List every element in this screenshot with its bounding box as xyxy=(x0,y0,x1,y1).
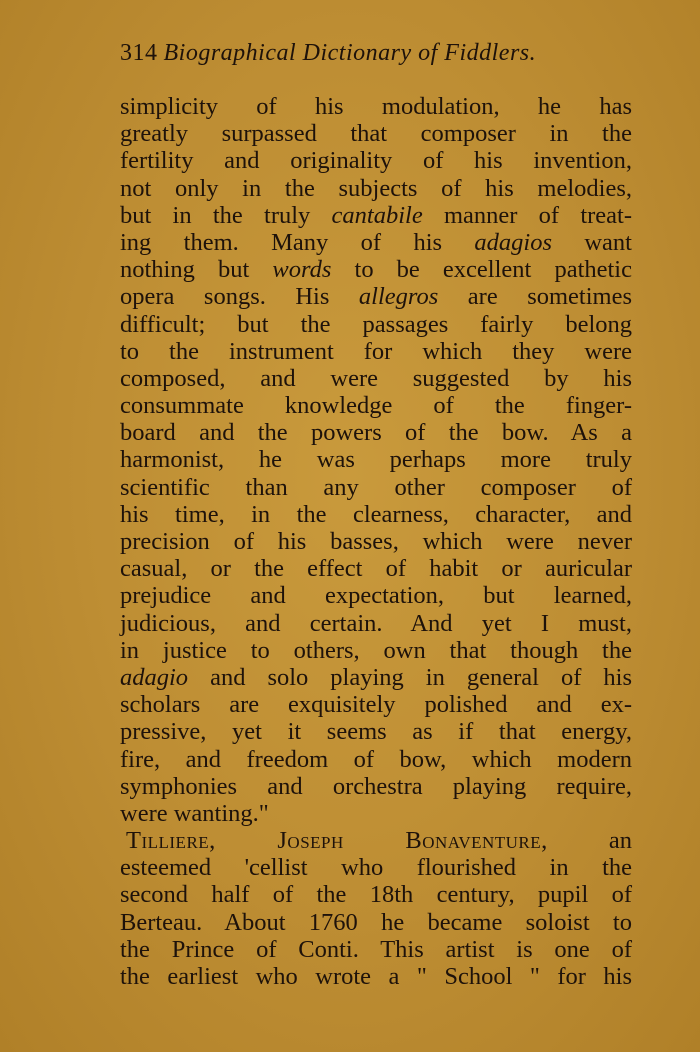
text-segment: and solo playing in general of his xyxy=(188,663,632,691)
page-number: 314 xyxy=(120,40,158,66)
text-line xyxy=(120,202,632,229)
text-segment: consummate knowledge of the finger- xyxy=(120,392,632,420)
text-segment: but in the truly xyxy=(120,201,332,229)
text-line xyxy=(120,881,632,908)
text-segment: ing them. Many of his xyxy=(120,228,475,256)
text-line xyxy=(120,555,632,582)
text-segment: second half of the 18th century, pupil of xyxy=(120,881,632,909)
text-line xyxy=(120,718,632,745)
text-segment: fertility and originality of his invention, xyxy=(120,147,632,175)
text-line xyxy=(120,311,632,338)
text-segment: to be excellent pathetic xyxy=(331,256,632,284)
text-segment: the Prince of Conti. This artist is one of xyxy=(120,935,632,963)
text-line xyxy=(120,229,632,256)
text-line xyxy=(120,392,632,419)
text-segment: his time, in the clearness, character, and xyxy=(120,500,632,528)
text-line xyxy=(120,936,632,963)
text-line xyxy=(120,93,632,120)
text-segment: in justice to others, own that though the xyxy=(120,636,632,664)
text-segment: esteemed 'cellist who flourished in the xyxy=(120,854,632,882)
text-segment: greatly surpassed that composer in the xyxy=(120,120,632,148)
text-segment: precision of his basses, which were never xyxy=(120,528,632,555)
text-line xyxy=(120,175,632,202)
text-segment: symphonies and orchestra playing require, xyxy=(120,772,632,800)
text-line xyxy=(120,474,632,501)
text-segment: opera songs. His xyxy=(120,283,359,311)
text-segment: fire, and freedom of bow, which modern xyxy=(120,745,632,773)
italic-text: adagio xyxy=(120,663,189,691)
text-line xyxy=(120,256,632,283)
text-segment: judicious, and certain. And yet I must, xyxy=(120,609,632,637)
text-segment: are sometimes xyxy=(438,283,632,311)
text-segment: harmonist, he was perhaps more truly xyxy=(120,446,632,474)
text-segment: the earliest who wrote a " School " for his xyxy=(120,963,632,990)
text-segment: difficult; but the passages fairly belong xyxy=(120,310,632,338)
running-header xyxy=(120,40,640,67)
text-line xyxy=(120,446,632,473)
text-line xyxy=(120,854,632,881)
running-title: Biographical Dictionary of Fiddlers. xyxy=(163,40,537,66)
text-line xyxy=(120,746,632,773)
italic-text: cantabile xyxy=(331,201,423,229)
text-segment: to the instrument for which they were xyxy=(120,337,632,365)
text-segment: simplicity of his modulation, he has xyxy=(120,93,632,120)
text-line xyxy=(120,501,632,528)
text-line xyxy=(120,827,632,854)
text-segment: want xyxy=(552,228,632,256)
text-line xyxy=(120,147,632,174)
text-line xyxy=(120,637,632,664)
text-segment: board and the powers of the bow. As a xyxy=(120,419,632,447)
text-segment: pressive, yet it seems as if that energy, xyxy=(120,718,632,746)
entry-name: Tilliere, Joseph Bonaventure, xyxy=(126,827,548,855)
italic-text: words xyxy=(272,256,332,284)
text-line xyxy=(120,582,632,609)
text-line xyxy=(120,528,632,555)
italic-text: adagios xyxy=(474,228,552,256)
text-segment: scientific than any other composer of xyxy=(120,473,632,501)
text-line xyxy=(120,610,632,637)
text-line xyxy=(120,691,632,718)
text-segment: were wanting." xyxy=(120,799,269,827)
italic-text: allegros xyxy=(358,283,439,311)
text-segment: manner of treat- xyxy=(422,201,632,229)
text-segment: scholars are exquisitely polished and ex- xyxy=(120,691,632,719)
text-segment: Berteau. About 1760 he became soloist to xyxy=(120,908,632,936)
text-line xyxy=(120,419,632,446)
text-segment: prejudice and expectation, but learned, xyxy=(120,582,632,610)
body-text xyxy=(120,93,632,990)
text-line xyxy=(120,773,632,800)
text-segment: not only in the subjects of his melodies, xyxy=(120,174,632,202)
text-line xyxy=(120,800,632,827)
text-line xyxy=(120,909,632,936)
text-line xyxy=(120,283,632,310)
text-line xyxy=(120,120,632,147)
text-segment: nothing but xyxy=(120,256,273,284)
text-line xyxy=(120,963,632,990)
text-segment: an xyxy=(547,827,632,855)
text-line xyxy=(120,338,632,365)
text-segment: casual, or the effect of habit or auricular xyxy=(120,555,632,583)
text-line xyxy=(120,664,632,691)
text-segment: composed, and were suggested by his xyxy=(120,364,632,392)
text-line xyxy=(120,365,632,392)
